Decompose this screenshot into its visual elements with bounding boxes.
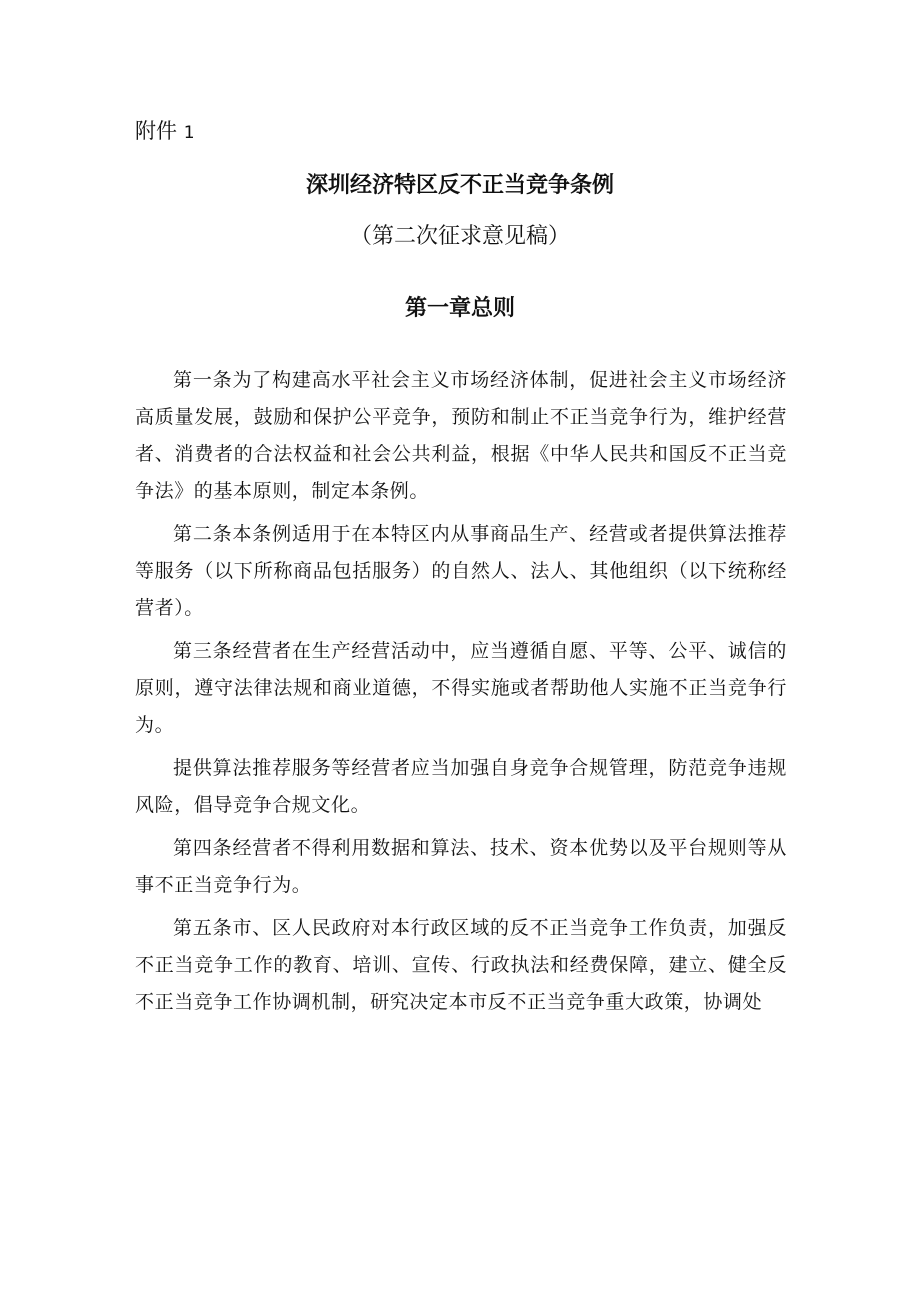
article-paragraph: 第五条市、区人民政府对本行政区域的反不正当竞争工作负责，加强反不正当竞争工作的教育、培训、宣传、行政执法和经费保障，建立、健全反不正当竞争工作协调机制，研究决定本市反不正当竞争重大政策，协调处 [135, 917, 787, 1013]
article-paragraph: 第一条为了构建高水平社会主义市场经济体制，促进社会主义市场经济高质量发展，鼓励和保护公平竞争，预防和制止不正当竞争行为，维护经营者、消费者的合法权益和社会公共利益，根据《中华人民共和国反不正当竞争法》的基本原则，制定本条例。 [135, 369, 787, 502]
attachment-number: 1 [183, 123, 195, 143]
attachment-text: 附件 [135, 119, 177, 143]
document-title: 深圳经济特区反不正当竞争条例 [305, 173, 614, 198]
chapter-heading: 第一章总则 [404, 296, 515, 321]
article-paragraph: 第四条经营者不得利用数据和算法、技术、资本优势以及平台规则等从事不正当竞争行为。 [135, 837, 787, 896]
attachment-label [135, 116, 195, 148]
document-body [135, 362, 787, 1027]
article-paragraph: 第三条经营者在生产经营活动中，应当遵循自愿、平等、公平、诚信的原则，遵守法律法规和商业道德，不得实施或者帮助他人实施不正当竞争行为。 [135, 640, 787, 736]
document-subtitle: （第二次征求意见稿） [349, 224, 570, 249]
article-paragraph: 提供算法推荐服务等经营者应当加强自身竞争合规管理，防范竞争违规风险，倡导竞争合规文化。 [135, 757, 787, 816]
article-paragraph: 第二条本条例适用于在本特区内从事商品生产、经营或者提供算法推荐等服务（以下所称商品包括服务）的自然人、法人、其他组织（以下统称经营者）。 [135, 523, 787, 619]
